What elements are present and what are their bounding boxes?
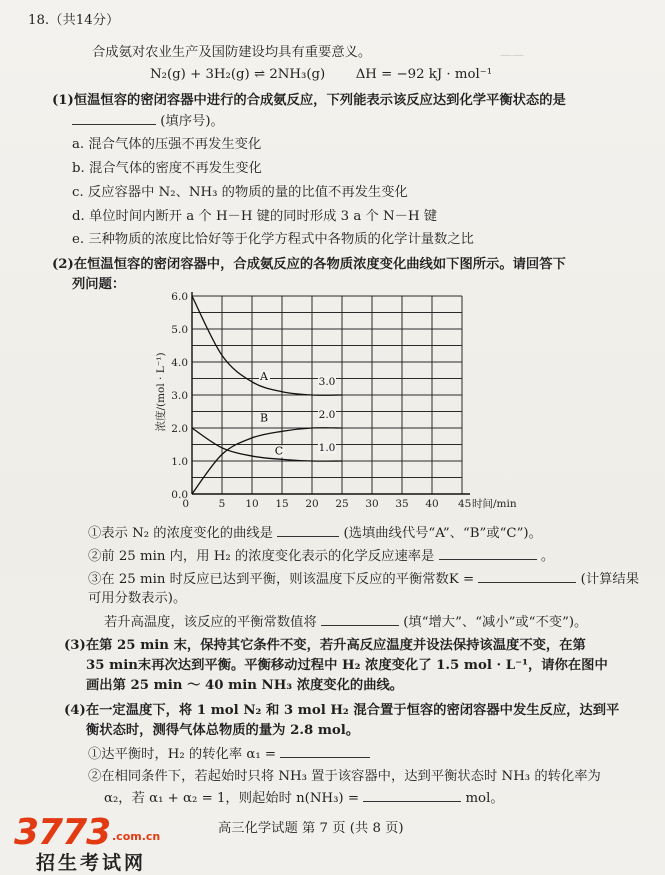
y-tick-label: 6.0 [171, 291, 188, 303]
value-annotation: 1.0 [318, 442, 336, 455]
logo-number: 3773 [14, 812, 111, 853]
logo-domain: .com.cn [112, 830, 161, 843]
y-tick-label: 4.0 [171, 357, 188, 369]
part2-q4 [104, 613, 587, 632]
part2-q2-text: ②前 25 min 内，用 H₂ 的浓度变化表示的化学反应速率是 [88, 549, 435, 564]
x-axis-label: 时间/min [472, 498, 517, 510]
x-tick-label: 20 [305, 498, 319, 510]
curve-label-c: C [274, 444, 284, 458]
question-header: 18.（共14分） [28, 13, 120, 28]
part2-prompt-cont: 列问题： [72, 277, 126, 292]
part2-q4-tail: (填“增大”、“减小”或“不变”)。 [403, 615, 588, 630]
part4-q2-text: α₂，若 α₁ + α₂ = 1，则起始时 n(NH₃) = [104, 791, 359, 806]
part3-line3: 画出第 25 min ～ 40 min NH₃ 浓度变化的曲线。 [86, 678, 404, 693]
part4-q1-text: ①达平衡时，H₂ 的转化率 α₁ = [88, 747, 277, 762]
answer-blank[interactable] [439, 547, 537, 560]
part2-q1-tail: (选填曲线代号“A”、“B”或“C”)。 [343, 526, 542, 541]
part1-fill-hint: (填序号)。 [160, 114, 224, 129]
reaction-equation [150, 66, 492, 84]
part4-q2-line1: ②在相同条件下，若起始时只将 NH₃ 置于该容器中，达到平衡状态时 NH₃ 的转化率为 [88, 769, 601, 784]
part2-q3-tail: (计算结果 [580, 572, 639, 587]
x-tick-label: 45 [458, 498, 472, 510]
option-d: d. 单位时间内断开 a 个 H－H 键的同时形成 3 a 个 N－H 键 [72, 209, 438, 224]
y-tick-label: 5.0 [171, 324, 188, 336]
part4-q1 [88, 745, 370, 764]
part4-q2-tail: mol。 [465, 791, 504, 806]
equation-reaction: N₂(g) + 3H₂(g) ⇌ 2NH₃(g) [150, 67, 326, 82]
part2-prompt: (2)在恒温恒容的密闭容器中，合成氨反应的各物质浓度变化曲线如下图所示。请回答下 [52, 257, 566, 272]
y-tick-label: 1.0 [171, 456, 188, 468]
y-tick-label: 3.0 [171, 390, 188, 402]
intro-text: 合成氨对农业生产及国防建设均具有重要意义。 [92, 45, 372, 60]
bleed-through-text: —— [500, 48, 524, 62]
part2-q4-text: 若升高温度，该反应的平衡常数值将 [104, 615, 317, 630]
curve-label-b: B [259, 411, 269, 425]
site-logo [14, 812, 174, 872]
answer-blank[interactable] [478, 570, 576, 583]
x-tick-label: 15 [275, 498, 289, 510]
curve-label-a: A [260, 370, 268, 384]
part3-line2: 35 min末再次达到平衡。平衡移动过程中 H₂ 浓度变化了 1.5 mol · L⁻¹，请你在图中 [86, 658, 608, 673]
x-tick-label: 5 [218, 498, 226, 510]
answer-blank[interactable] [321, 613, 399, 626]
page-footer: 高三化学试题 第 7 页 (共 8 页) [218, 821, 404, 836]
part2-q3 [88, 570, 639, 589]
answer-blank[interactable] [72, 112, 156, 125]
part4-line2: 衡状态时，测得气体总物质的量为 2.8 mol。 [86, 723, 360, 738]
part1-fill [72, 112, 224, 131]
y-tick-label: 2.0 [171, 423, 188, 435]
option-e: e. 三种物质的浓度比恰好等于化学方程式中各物质的化学计量数之比 [72, 232, 474, 247]
answer-blank[interactable] [363, 789, 461, 802]
answer-blank[interactable] [277, 524, 339, 537]
part2-q2 [88, 547, 554, 566]
part3-line1: (3)在第 25 min 末，保持其它条件不变，若升高反应温度并设法保持该温度不变，在第 [64, 638, 586, 653]
y-axis-label: 浓度/(mol · L⁻¹) [155, 352, 167, 432]
option-c: c. 反应容器中 N₂、NH₃ 的物质的量的比值不再发生变化 [72, 185, 408, 200]
x-tick-label: 25 [335, 498, 349, 510]
part2-q3-cont: 可用分数表示)。 [88, 591, 187, 606]
x-tick-label: 40 [425, 498, 439, 510]
logo-subtitle: 招生考试网 [36, 852, 147, 874]
x-tick-label: 10 [245, 498, 259, 510]
option-b: b. 混合气体的密度不再发生变化 [72, 161, 262, 176]
part2-q3-text: ③在 25 min 时反应已达到平衡，则该温度下反应的平衡常数K = [88, 572, 475, 587]
concentration-chart [140, 286, 517, 524]
y-tick-label: 0.0 [171, 489, 188, 501]
x-tick-label: 30 [365, 498, 379, 510]
part2-q1-text: ①表示 N₂ 的浓度变化的曲线是 [88, 526, 273, 541]
option-a: a. 混合气体的压强不再发生变化 [72, 137, 262, 152]
part4-line1: (4)在一定温度下，将 1 mol N₂ 和 3 mol H₂ 混合置于恒容的密闭容器中发生反应，达到平 [64, 703, 620, 718]
part2-q1 [88, 524, 542, 543]
part1-prompt: (1)恒温恒容的密闭容器中进行的合成氨反应，下列能表示该反应达到化学平衡状态的是 [52, 93, 566, 108]
part4-q2-line2 [104, 789, 504, 808]
x-tick-label: 35 [395, 498, 409, 510]
x-tick-label: 0 [182, 498, 189, 510]
answer-blank[interactable] [280, 745, 370, 758]
value-annotation: 2.0 [318, 409, 336, 422]
part2-q2-tail: 。 [540, 549, 555, 564]
equation-enthalpy: ΔH = −92 kJ · mol⁻¹ [355, 67, 493, 82]
value-annotation: 3.0 [318, 376, 336, 389]
